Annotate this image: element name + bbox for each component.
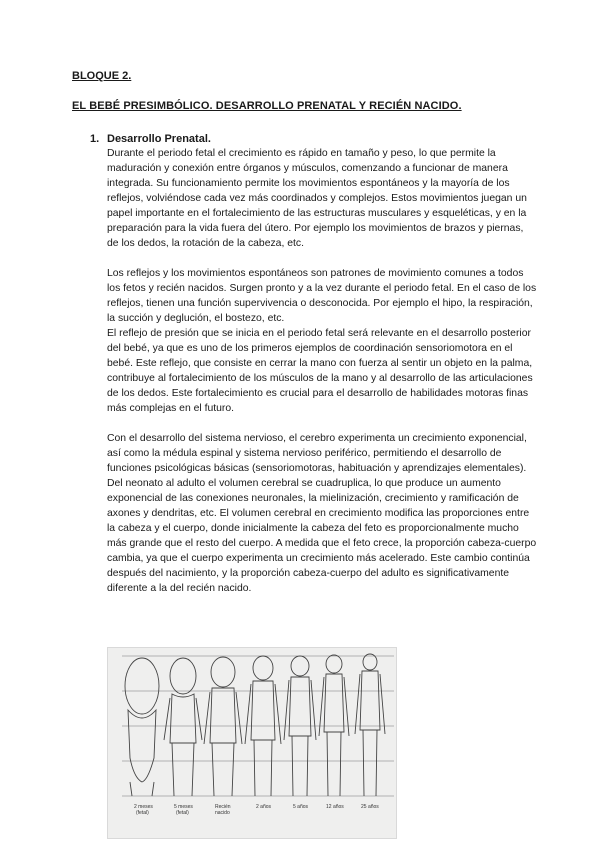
caption-label: (fetal) [136, 810, 149, 816]
caption-label: nacido [215, 810, 230, 816]
section-heading [90, 133, 540, 146]
grid-lines [122, 656, 394, 796]
figures [125, 654, 385, 796]
growth-illustration [108, 648, 396, 838]
figure-fetus-5m [164, 658, 202, 796]
figure-12y [319, 655, 349, 796]
paragraph: El reflejo de presión que se inicia en el periodo fetal será relevante en el desarrollo posterior del bebé, ya que es uno de los primeros ejemplos de coordinación sensoriomotora en el bebé. Este reflejo, que consiste en cerrar la mano con fuerza al sentir un objeto en la palma, contribuye al fortalecimiento de los músculos de la mano y al desarrollo de las articulaciones de los dedos. Este fortalecimiento es crucial para el desarrollo de habilidades motoras finas más complejas en el futuro. [107, 328, 533, 414]
figure-captions [134, 804, 379, 816]
section-number: 1. [90, 133, 100, 145]
block-title: BLOQUE 2. [72, 70, 132, 82]
section-body [107, 146, 537, 596]
caption-label: 5 meses [174, 804, 193, 810]
figure-newborn [204, 657, 242, 796]
figure-fetus-2m [125, 658, 159, 796]
section-prenatal [90, 133, 540, 596]
paragraph: Los reflejos y los movimientos espontáneos son patrones de movimiento comunes a todos los fetos y recién nacidos. Surgen pronto y a la vez durante el periodo fetal. En el caso de los reflejos, tienen una función supervivencia o desconocida. Por ejemplo el hipo, la respiración, la succión y deglución, el bostezo, etc. [107, 268, 537, 324]
caption-label: 2 años [256, 804, 272, 810]
figure-25y [355, 654, 385, 796]
caption-label: 25 años [361, 804, 379, 810]
paragraph: Durante el periodo fetal el crecimiento es rápido en tamaño y peso, lo que permite la maduración y conexión entre órganos y músculos, comenzando a funcionar de manera integrada. Su funcionamiento permite los movimientos espontáneos y la mayoría de los reflejos, volviéndose cada vez más coordinados y complejos. Estos movimientos juegan un papel importante en el fortalecimiento de las estructuras musculares y esqueléticas, y en la preparación para la vida fuera del útero. Por ejemplo los movimientos de brazos y piernas, de los dedos, la rotación de la cabeza, etc. [107, 148, 527, 249]
caption-label: Recién [215, 804, 231, 810]
section-heading-text: Desarrollo Prenatal. [107, 133, 211, 145]
main-title: EL BEBÉ PRESIMBÓLICO. DESARROLLO PRENATAL Y RECIÉN NACIDO. [72, 100, 462, 112]
paragraph: Con el desarrollo del sistema nervioso, el cerebro experimenta un crecimiento exponencial, así como la médula espinal y sistema nervioso periférico, permitiendo el desarrollo de funciones psicológicas básicas (sensoriomotoras, habituación y aprendizajes elementales). [107, 433, 527, 474]
growth-proportions-figure [107, 647, 397, 839]
paragraph: Del neonato al adulto el volumen cerebral se cuadruplica, lo que produce un aumento exponencial de las conexiones neuronales, la mielinización, crecimiento y ramificación de axones y dendritas, etc. El volumen cerebral en crecimiento modifica las proporciones entre la cabeza y el cuerpo, donde inicialmente la cabeza del feto es proporcionalmente mucho más grande que el resto del cuerpo. A medida que el feto crece, la proporción cabeza-cuerpo cambia, ya que el cuerpo experimenta un crecimiento más acelerado. Este cambio continúa después del nacimiento, y la proporción cabeza-cuerpo del adulto es significativamente diferente a la del recién nacido. [107, 478, 537, 594]
caption-label: 5 años [293, 804, 309, 810]
caption-label: 2 meses [134, 804, 153, 810]
caption-label: (fetal) [176, 810, 189, 816]
caption-label: 12 años [326, 804, 344, 810]
